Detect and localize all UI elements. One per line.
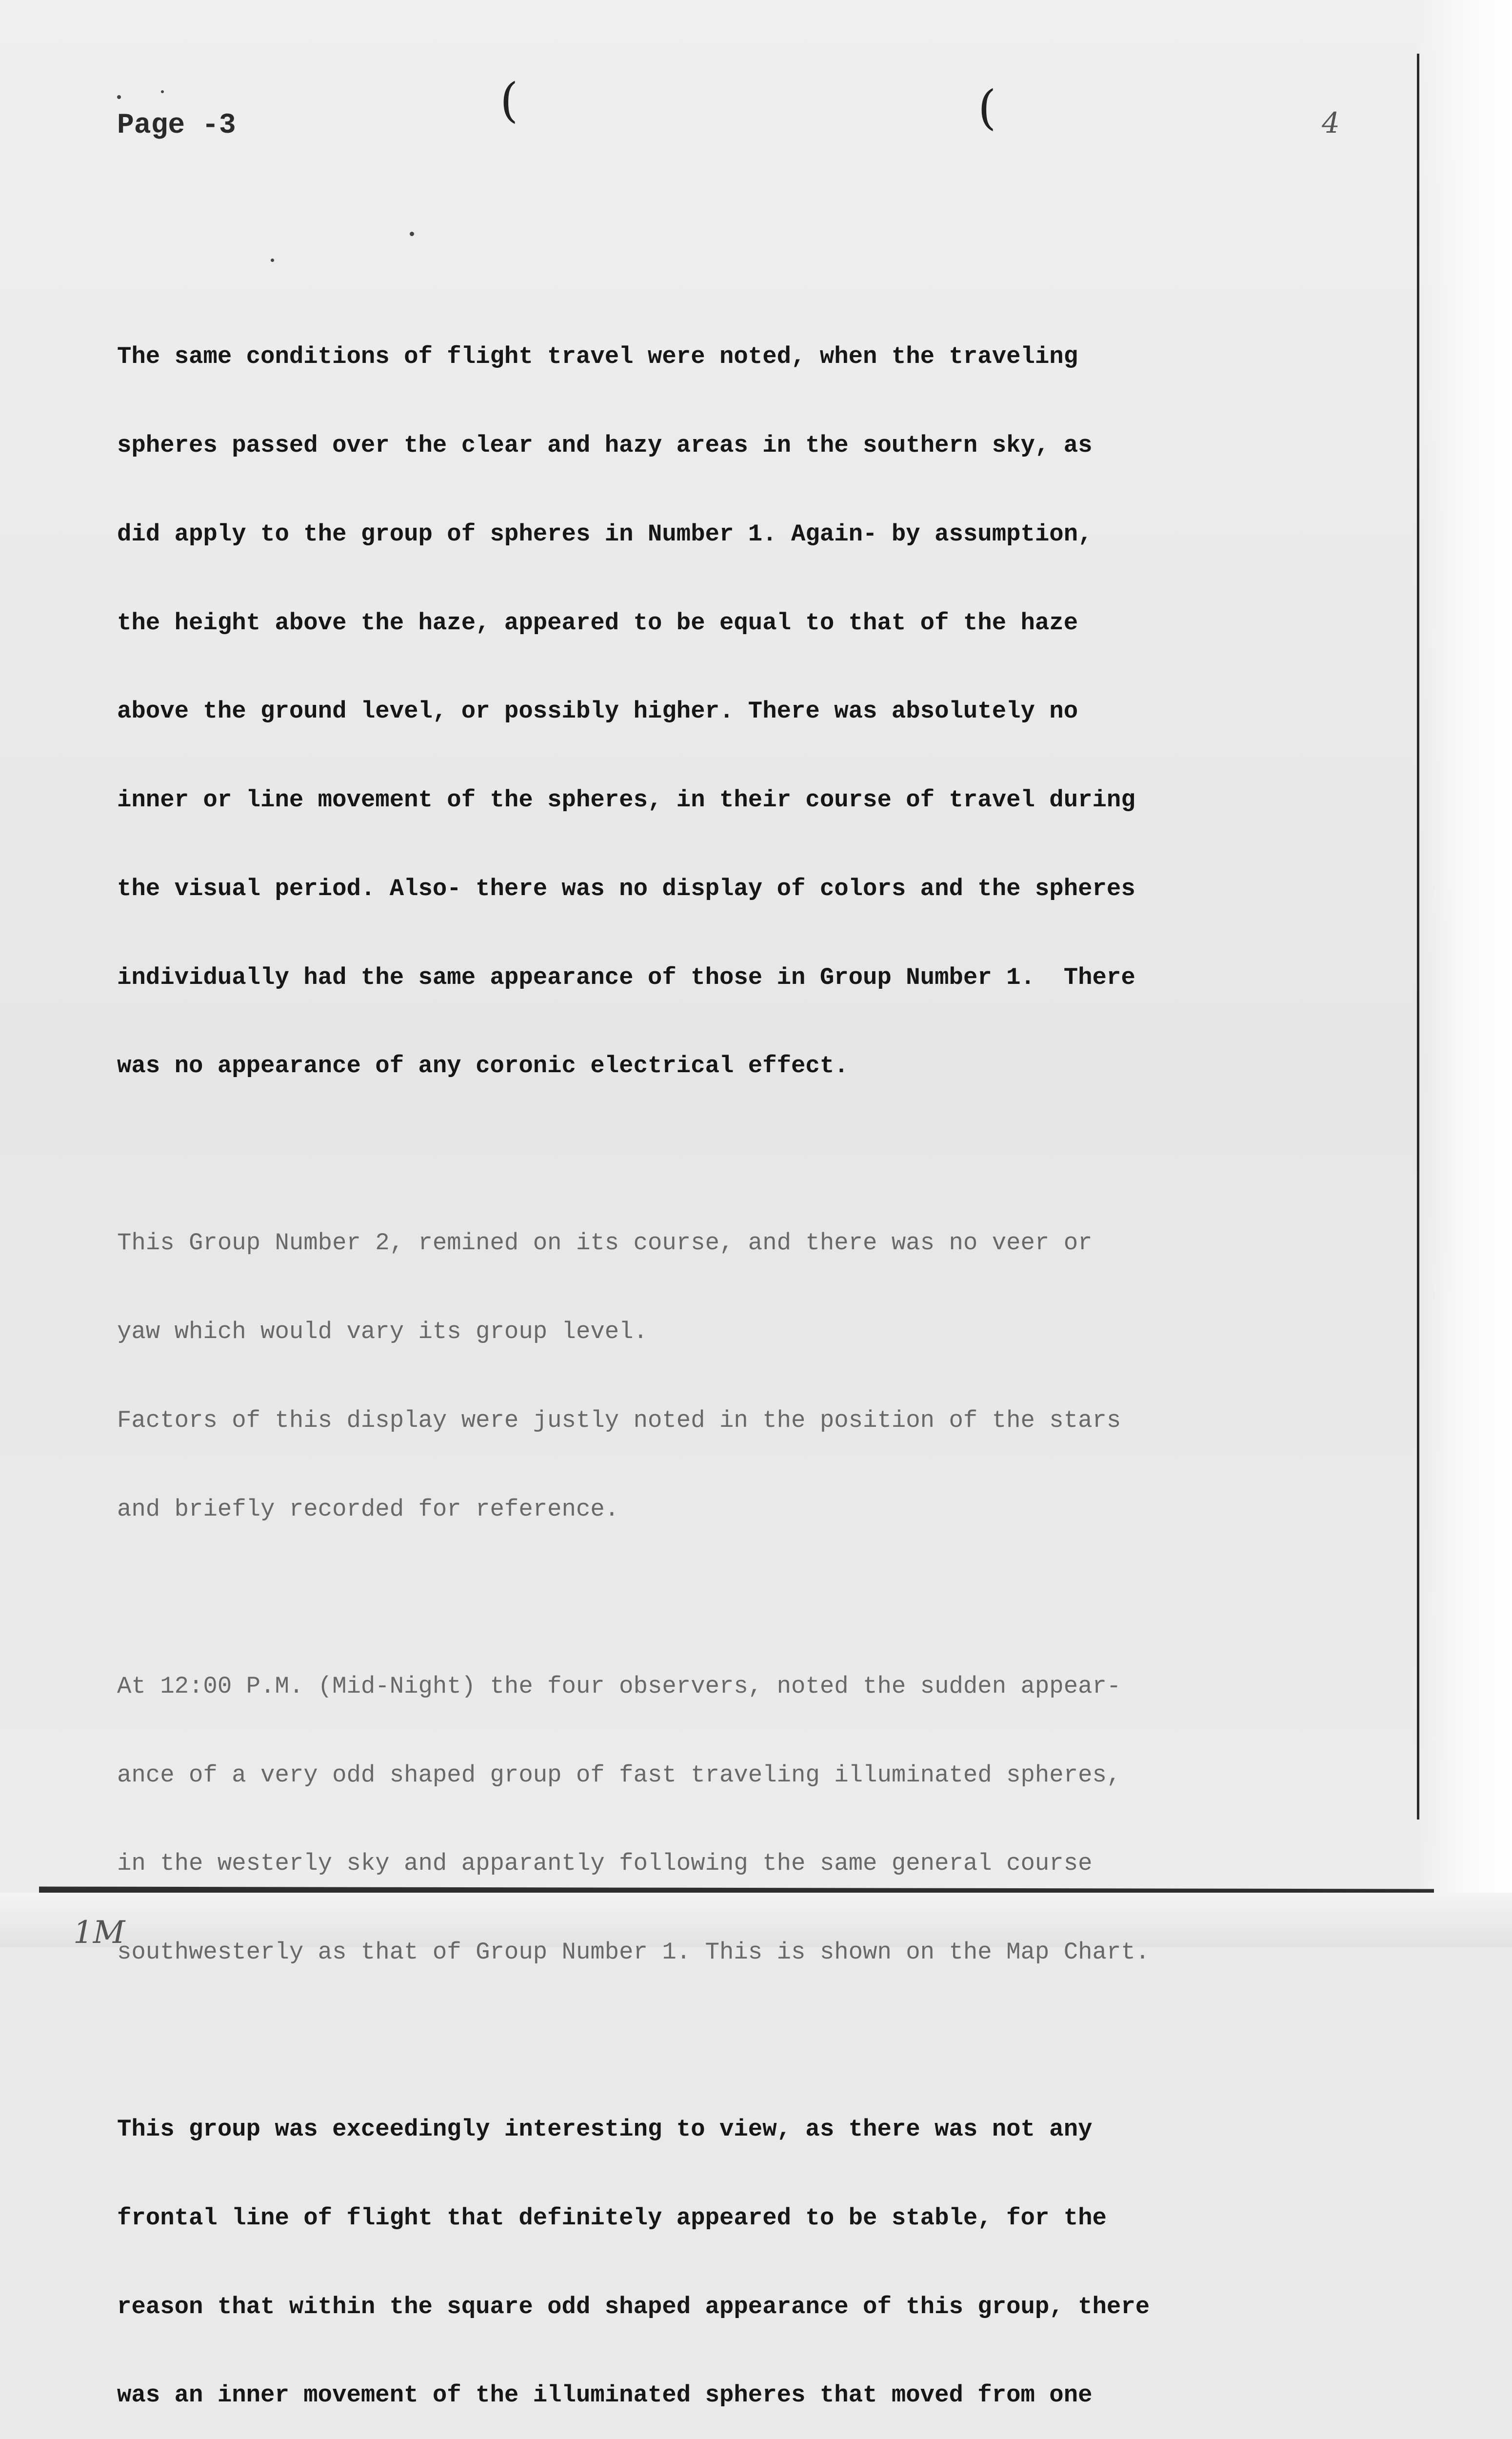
text-line: was no appearance of any coronic electrical effect.	[117, 1052, 849, 1080]
paragraph-3	[117, 1613, 1405, 2026]
handwritten-mark: 1M	[73, 1915, 125, 1951]
text-line: the height above the haze, appeared to be equal to that of the haze	[117, 609, 1078, 637]
page-number: 4	[1322, 106, 1340, 140]
text-line: This group was exceedingly interesting to view, as there was not any	[117, 2116, 1093, 2143]
text-line: At 12:00 P.M. (Mid-Night) the four observers, noted the sudden appear-	[117, 1672, 1121, 1700]
text-line: above the ground level, or possibly higher. There was absolutely no	[117, 698, 1078, 725]
scan-speck	[117, 95, 121, 99]
text-line: ance of a very odd shaped group of fast traveling illuminated spheres,	[117, 1761, 1121, 1789]
text-line: and briefly recorded for reference.	[117, 1495, 619, 1523]
scan-speck	[410, 232, 414, 236]
text-line: The same conditions of flight travel were noted, when the traveling	[117, 343, 1078, 371]
text-line: Factors of this display were justly noted in the position of the stars	[117, 1406, 1121, 1434]
text-line: in the westerly sky and apparantly following the same general course	[117, 1850, 1093, 1878]
scan-border-line	[1417, 54, 1419, 1819]
scan-right-edge	[1414, 0, 1512, 1947]
text-line: southwesterly as that of Group Number 1. This is shown on the Map Chart.	[117, 1939, 1150, 1966]
punch-hole-mark-right: (	[978, 80, 996, 135]
text-line: frontal line of flight that definitely appeared to be stable, for the	[117, 2204, 1107, 2232]
page-header: Page -3	[117, 110, 236, 141]
text-line: did apply to the group of spheres in Number 1. Again- by assumption,	[117, 520, 1093, 548]
text-line: reason that within the square odd shaped appearance of this group, there	[117, 2293, 1150, 2320]
text-line: spheres passed over the clear and hazy areas in the southern sky, as	[117, 431, 1093, 459]
document-body	[117, 283, 1405, 2439]
paragraph-4	[117, 2056, 1405, 2439]
text-line: the visual period. Also- there was no display of colors and the spheres	[117, 875, 1135, 902]
text-line: was an inner movement of the illuminated spheres that moved from one	[117, 2381, 1093, 2409]
scan-speck	[161, 90, 164, 93]
text-line: yaw which would vary its group level.	[117, 1318, 648, 1346]
paragraph-1	[117, 283, 1405, 1140]
text-line: individually had the same appearance of those in Group Number 1. There	[117, 963, 1135, 991]
punch-hole-mark-left: (	[500, 73, 518, 128]
paragraph-2	[117, 1169, 1405, 1583]
text-line: inner or line movement of the spheres, in their course of travel during	[117, 786, 1135, 814]
text-line: This Group Number 2, remined on its course, and there was no veer or	[117, 1229, 1093, 1257]
scan-speck	[271, 259, 274, 262]
